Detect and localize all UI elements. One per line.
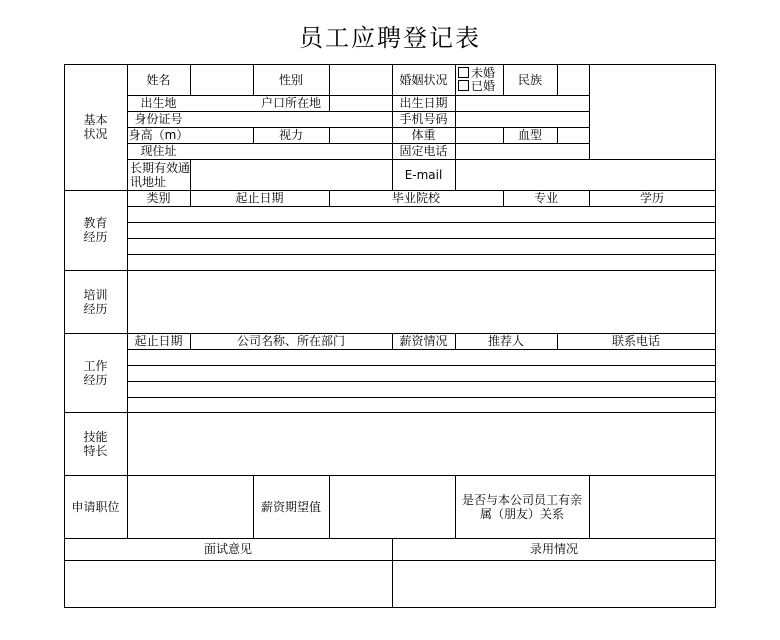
section-basic-label: 基本状况 <box>83 113 108 141</box>
checkbox-icon <box>458 67 469 78</box>
hiring-status-label: 录用情况 <box>529 542 578 556</box>
birthdate-field[interactable] <box>456 96 589 111</box>
work-header-phone: 联系电话 <box>611 334 660 348</box>
name-label: 姓名 <box>146 72 171 87</box>
mobile-field[interactable] <box>456 112 589 127</box>
work-header-referee: 推荐人 <box>487 334 524 348</box>
vision-field[interactable] <box>330 128 392 143</box>
checkbox-icon <box>458 80 469 91</box>
relative-question-label: 是否与本公司员工有亲属（朋友）关系 <box>461 492 582 521</box>
hukou-label: 户口所在地 <box>260 96 321 110</box>
id-number-field[interactable] <box>191 112 392 127</box>
work-header-dates: 起止日期 <box>134 334 183 348</box>
email-label: E-mail <box>404 167 443 182</box>
ethnicity-field[interactable] <box>558 65 589 95</box>
address-label: 现住址 <box>140 144 177 158</box>
id-number-label: 身份证号 <box>134 112 183 126</box>
section-work-label: 工作经历 <box>83 358 108 387</box>
section-training-label: 培训经历 <box>83 287 108 316</box>
edu-header-dates: 起止日期 <box>235 191 284 205</box>
training-field[interactable] <box>128 271 715 333</box>
salary-expectation-label: 薪资期望值 <box>260 499 321 514</box>
table-row[interactable] <box>128 398 715 412</box>
section-education-label: 教育经历 <box>83 216 108 244</box>
mailing-address-label: 长期有效通讯地址 <box>130 160 190 189</box>
address-field[interactable] <box>191 144 392 159</box>
table-row[interactable] <box>128 255 715 270</box>
position-label: 申请职位 <box>71 499 120 514</box>
table-row[interactable] <box>128 350 715 365</box>
interview-opinion-field[interactable] <box>65 561 392 607</box>
interview-opinion-label: 面试意见 <box>203 542 252 556</box>
vision-label: 视力 <box>278 128 303 142</box>
gender-field[interactable] <box>330 65 392 95</box>
unmarried-option[interactable]: 未婚 <box>458 67 495 80</box>
birthdate-label: 出生日期 <box>399 96 448 110</box>
mobile-label: 手机号码 <box>399 112 448 126</box>
edu-header-degree: 学历 <box>639 191 664 205</box>
table-row[interactable] <box>128 223 715 238</box>
edu-header-major: 专业 <box>533 191 558 205</box>
edu-header-school: 毕业院校 <box>391 191 440 205</box>
weight-label: 体重 <box>411 128 436 142</box>
salary-expectation-field[interactable] <box>330 476 455 538</box>
blood-type-field[interactable] <box>558 128 589 143</box>
table-row[interactable] <box>128 366 715 381</box>
section-skills-label: 技能特长 <box>83 429 108 458</box>
marital-label: 婚姻状况 <box>399 72 448 87</box>
email-field[interactable] <box>456 160 715 190</box>
mailing-address-field[interactable] <box>191 160 392 190</box>
weight-field[interactable] <box>456 128 503 143</box>
table-row[interactable] <box>128 207 715 222</box>
name-field[interactable] <box>191 65 253 95</box>
work-header-company: 公司名称、所在部门 <box>236 334 345 348</box>
form-title: 员工应聘登记表 <box>299 24 481 52</box>
blood-type-label: 血型 <box>517 128 542 142</box>
married-option[interactable]: 已婚 <box>458 80 495 93</box>
skills-field[interactable] <box>128 413 715 475</box>
hukou-field[interactable] <box>330 96 392 111</box>
table-row[interactable] <box>128 239 715 254</box>
relative-answer-field[interactable] <box>590 476 715 538</box>
marital-options <box>455 64 503 95</box>
work-header-salary: 薪资情况 <box>399 334 448 348</box>
position-field[interactable] <box>128 476 253 538</box>
table-row[interactable] <box>128 382 715 397</box>
hiring-status-field[interactable] <box>393 561 715 607</box>
registration-form <box>64 64 716 608</box>
ethnicity-label: 民族 <box>517 72 542 87</box>
birthplace-label: 出生地 <box>140 96 177 110</box>
height-label: 身高（m） <box>128 128 189 142</box>
photo-box <box>590 65 715 159</box>
landline-label: 固定电话 <box>399 144 448 158</box>
edu-header-category: 类别 <box>146 191 171 205</box>
landline-field[interactable] <box>456 144 589 159</box>
gender-label: 性别 <box>278 72 303 87</box>
